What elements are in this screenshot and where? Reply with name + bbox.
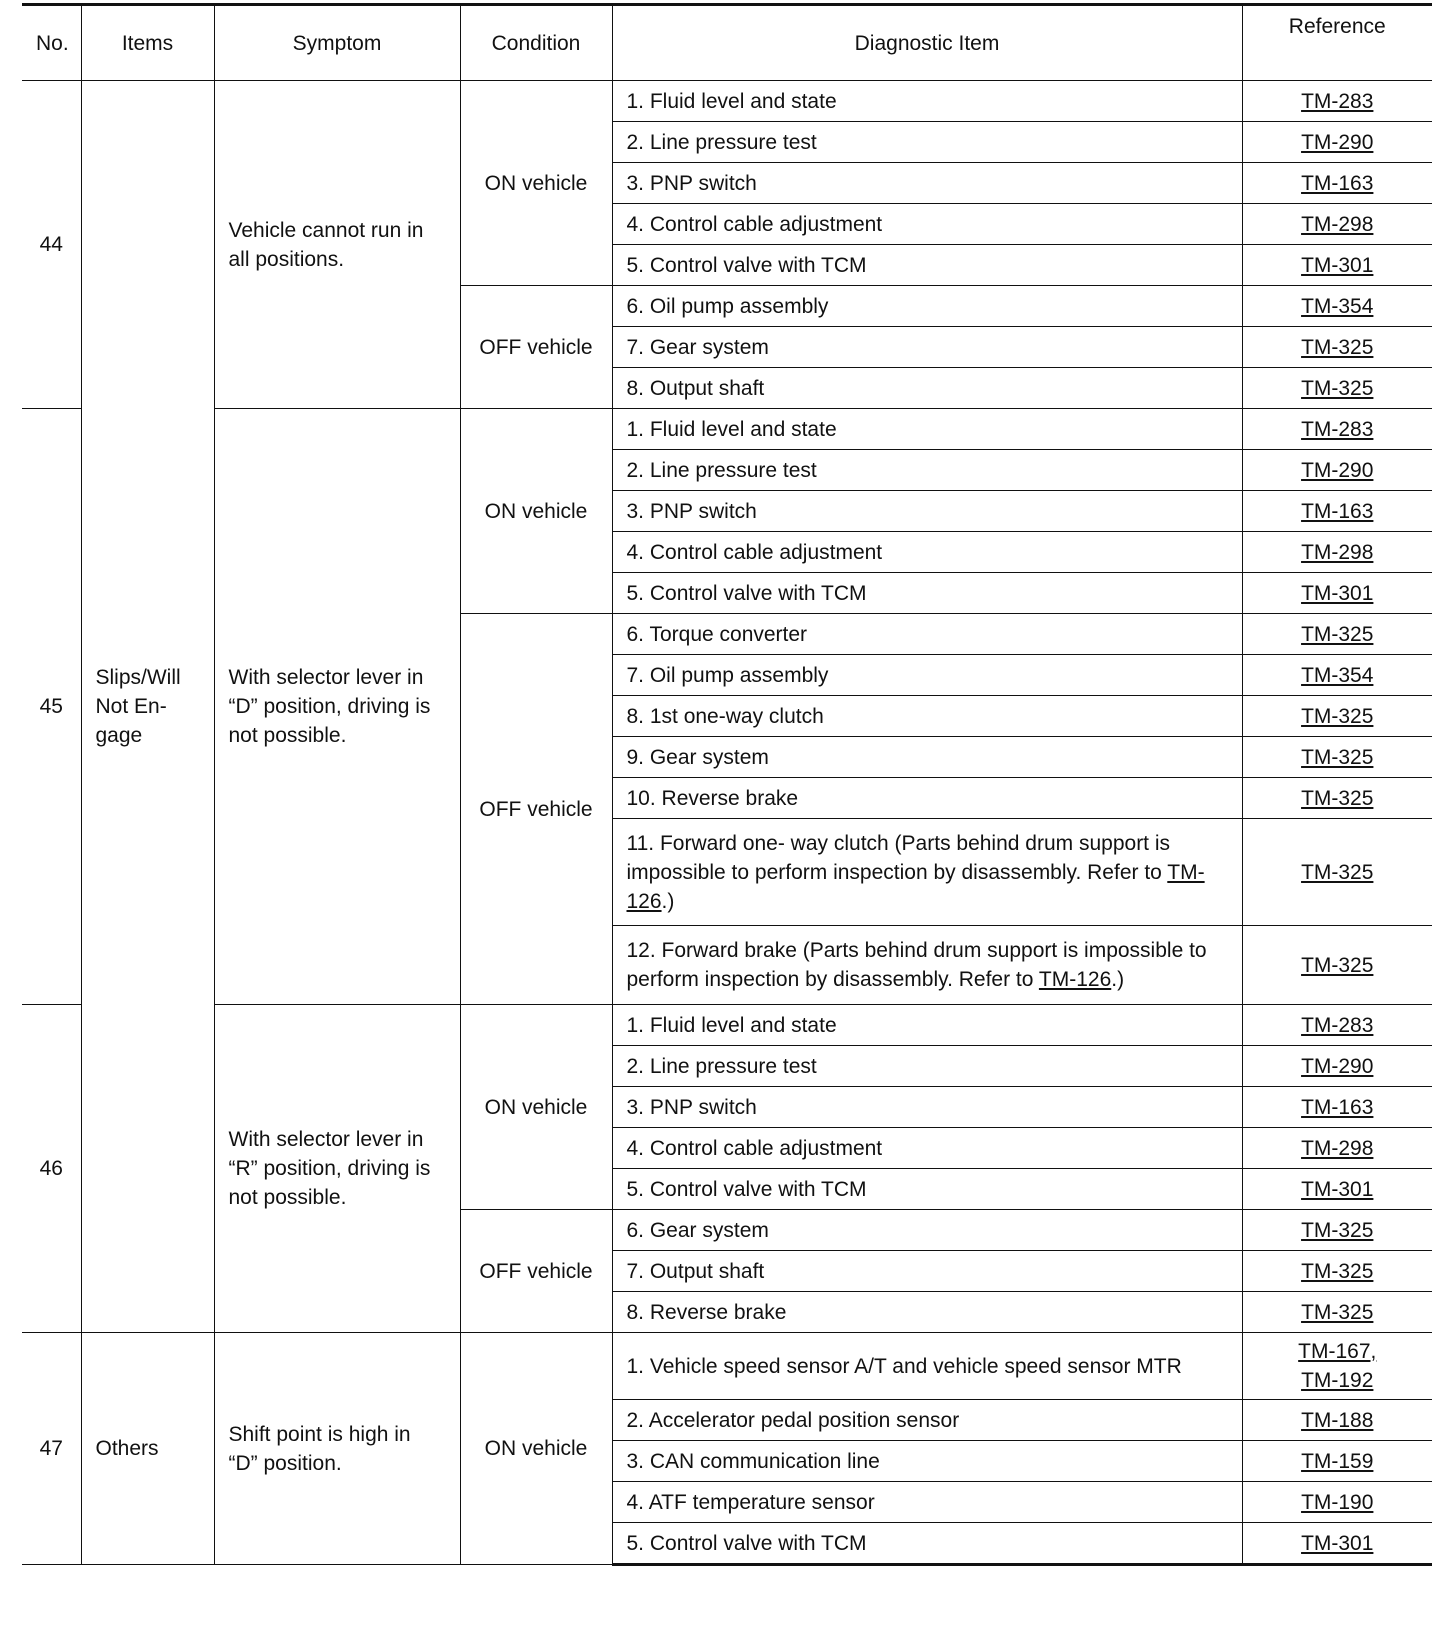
reference-cell	[1242, 1292, 1432, 1333]
header-condition: Condition	[460, 5, 612, 81]
reference-cell	[1242, 1333, 1432, 1400]
reference-link[interactable]: TM-325	[1301, 1259, 1374, 1283]
diagnostic-item: 1. Vehicle speed sensor A/T and vehicle speed sensor MTR	[612, 1333, 1242, 1400]
reference-cell	[1242, 1210, 1432, 1251]
reference-cell	[1242, 204, 1432, 245]
reference-cell	[1242, 368, 1432, 409]
reference-cell	[1242, 1128, 1432, 1169]
diagnostic-item: 8. 1st one-way clutch	[612, 696, 1242, 737]
reference-link[interactable]: TM-325	[1301, 704, 1374, 728]
reference-link[interactable]: TM-290	[1301, 1054, 1374, 1078]
reference-cell	[1242, 81, 1432, 122]
reference-cell	[1242, 1005, 1432, 1046]
condition-cell: OFF vehicle	[460, 614, 612, 1005]
diagnostic-item	[612, 819, 1242, 926]
reference-link[interactable]: TM-354	[1301, 294, 1374, 318]
diagnostic-item: 1. Fluid level and state	[612, 409, 1242, 450]
header-items: Items	[81, 5, 214, 81]
reference-cell	[1242, 1251, 1432, 1292]
reference-link[interactable]: TM-325	[1301, 335, 1374, 359]
diagnostic-item: 4. Control cable adjustment	[612, 204, 1242, 245]
reference-cell	[1242, 778, 1432, 819]
table-row	[22, 409, 1432, 450]
header-reference: Reference	[1242, 5, 1432, 81]
diagnostic-item: 3. CAN communication line	[612, 1441, 1242, 1482]
reference-link[interactable]: TM-298	[1301, 212, 1374, 236]
reference-cell	[1242, 696, 1432, 737]
diagnostic-item: 1. Fluid level and state	[612, 81, 1242, 122]
diagnostic-item: 8. Output shaft	[612, 368, 1242, 409]
diagnostic-text: 11. Forward one- way clutch (Parts behind drum support is impossible to perform inspection by disassembly. Refer to	[626, 831, 1171, 884]
page	[22, 3, 1432, 1566]
reference-link[interactable]: TM-325	[1301, 1218, 1374, 1242]
diagnostic-item: 2. Line pressure test	[612, 1046, 1242, 1087]
condition-cell: OFF vehicle	[460, 286, 612, 409]
condition-cell: ON vehicle	[460, 1005, 612, 1210]
symptom-cell: Shift point is high in “D” position.	[214, 1333, 460, 1565]
diagnostic-item: 6. Oil pump assembly	[612, 286, 1242, 327]
symptom-cell: With selector lever in “D” position, driving is not possible.	[214, 409, 460, 1005]
reference-link[interactable]: TM-301	[1301, 1177, 1374, 1201]
condition-cell: ON vehicle	[460, 1333, 612, 1565]
condition-cell: ON vehicle	[460, 81, 612, 286]
reference-cell	[1242, 286, 1432, 327]
header-row	[22, 5, 1432, 81]
reference-link[interactable]: TM-325	[1301, 786, 1374, 810]
row-number: 44	[22, 81, 81, 409]
reference-cell	[1242, 614, 1432, 655]
diagnostic-item: 5. Control valve with TCM	[612, 573, 1242, 614]
reference-link[interactable]: TM-301	[1301, 1531, 1374, 1555]
diagnostic-item: 3. PNP switch	[612, 491, 1242, 532]
reference-cell	[1242, 737, 1432, 778]
header-diagnostic-item: Diagnostic Item	[612, 5, 1242, 81]
reference-cell	[1242, 409, 1432, 450]
diagnostic-item: 8. Reverse brake	[612, 1292, 1242, 1333]
header-no: No.	[22, 5, 81, 81]
reference-cell	[1242, 655, 1432, 696]
reference-link[interactable]: TM-188	[1301, 1408, 1374, 1432]
reference-cell	[1242, 1441, 1432, 1482]
diagnostic-item: 6. Torque converter	[612, 614, 1242, 655]
diagnostic-item: 2. Line pressure test	[612, 450, 1242, 491]
reference-link[interactable]: TM-325	[1301, 745, 1374, 769]
reference-link[interactable]: TM-126	[1038, 968, 1112, 991]
diagnostic-text-tail: .)	[661, 889, 675, 913]
reference-cell	[1242, 163, 1432, 204]
row-number: 47	[22, 1333, 81, 1565]
reference-link[interactable]: TM-301	[1301, 253, 1374, 277]
reference-cell	[1242, 245, 1432, 286]
diagnostic-item	[612, 926, 1242, 1005]
reference-link[interactable]: TM-325	[1301, 622, 1374, 646]
diagnostic-item: 9. Gear system	[612, 737, 1242, 778]
reference-cell	[1242, 1087, 1432, 1128]
diagnostic-item: 5. Control valve with TCM	[612, 1169, 1242, 1210]
reference-link[interactable]: TM-354	[1301, 663, 1374, 687]
reference-link[interactable]: TM-159	[1301, 1449, 1374, 1473]
reference-link[interactable]: TM-283	[1301, 89, 1374, 113]
diagnostic-item: 10. Reverse brake	[612, 778, 1242, 819]
diagnostic-item: 3. PNP switch	[612, 163, 1242, 204]
reference-cell	[1242, 532, 1432, 573]
reference-link[interactable]: TM-167,	[1298, 1340, 1377, 1363]
diagnostic-item: 4. ATF temperature sensor	[612, 1482, 1242, 1523]
reference-cell	[1242, 1400, 1432, 1441]
reference-link[interactable]: TM-126	[626, 860, 1205, 913]
diagnostic-item: 7. Gear system	[612, 327, 1242, 368]
diagnostic-text: 12. Forward brake (Parts behind drum support is impossible to perform inspection by disassembly. Refer to	[626, 939, 1207, 991]
reference-link[interactable]: TM-290	[1301, 458, 1374, 482]
table-row	[22, 1005, 1432, 1046]
reference-cell	[1242, 926, 1432, 1005]
reference-cell	[1242, 491, 1432, 532]
reference-cell	[1242, 1046, 1432, 1087]
diagnostic-item: 5. Control valve with TCM	[612, 1523, 1242, 1565]
reference-link[interactable]: TM-298	[1301, 540, 1374, 564]
reference-cell	[1242, 122, 1432, 163]
symptom-cell: Vehicle cannot run in all positions.	[214, 81, 460, 409]
diagnostic-item: 7. Oil pump assembly	[612, 655, 1242, 696]
row-number: 45	[22, 409, 81, 1005]
row-number: 46	[22, 1005, 81, 1333]
diagnostic-item: 7. Output shaft	[612, 1251, 1242, 1292]
items-cell: Slips/Will Not En- gage	[81, 81, 214, 1333]
reference-cell	[1242, 1523, 1432, 1565]
diagnostic-item: 2. Accelerator pedal position sensor	[612, 1400, 1242, 1441]
diagnostic-text-tail: .)	[1111, 968, 1125, 991]
reference-cell	[1242, 819, 1432, 926]
diagnostic-item: 1. Fluid level and state	[612, 1005, 1242, 1046]
reference-link[interactable]: TM-325	[1301, 376, 1374, 400]
reference-link[interactable]: TM-301	[1301, 581, 1374, 605]
reference-link[interactable]: TM-190	[1301, 1490, 1374, 1514]
items-cell: Others	[81, 1333, 214, 1565]
table-row	[22, 1333, 1432, 1400]
reference-cell	[1242, 327, 1432, 368]
reference-link[interactable]: TM-283	[1301, 1013, 1374, 1037]
reference-link[interactable]: TM-163	[1301, 1095, 1374, 1119]
header-symptom: Symptom	[214, 5, 460, 81]
reference-link[interactable]: TM-298	[1301, 1136, 1374, 1160]
reference-link[interactable]: TM-192	[1301, 1369, 1374, 1392]
diagnostic-item: 5. Control valve with TCM	[612, 245, 1242, 286]
condition-cell: ON vehicle	[460, 409, 612, 614]
diagnostic-item: 4. Control cable adjustment	[612, 1128, 1242, 1169]
reference-cell	[1242, 450, 1432, 491]
reference-cell	[1242, 1169, 1432, 1210]
diagnostic-item: 3. PNP switch	[612, 1087, 1242, 1128]
reference-link[interactable]: TM-325	[1301, 860, 1374, 884]
diagnostic-item: 4. Control cable adjustment	[612, 532, 1242, 573]
reference-link[interactable]: TM-325	[1301, 953, 1374, 977]
diagnostic-item: 2. Line pressure test	[612, 122, 1242, 163]
table-row	[22, 81, 1432, 122]
reference-link[interactable]: TM-163	[1301, 171, 1374, 195]
symptom-cell: With selector lever in “R” position, driving is not possible.	[214, 1005, 460, 1333]
reference-link[interactable]: TM-325	[1301, 1300, 1374, 1324]
reference-cell	[1242, 1482, 1432, 1523]
reference-link[interactable]: TM-290	[1301, 130, 1374, 154]
reference-cell	[1242, 573, 1432, 614]
condition-cell: OFF vehicle	[460, 1210, 612, 1333]
reference-link[interactable]: TM-283	[1301, 417, 1374, 441]
diagnostic-item: 6. Gear system	[612, 1210, 1242, 1251]
reference-link[interactable]: TM-163	[1301, 499, 1374, 523]
diagnosis-table	[22, 3, 1432, 1566]
